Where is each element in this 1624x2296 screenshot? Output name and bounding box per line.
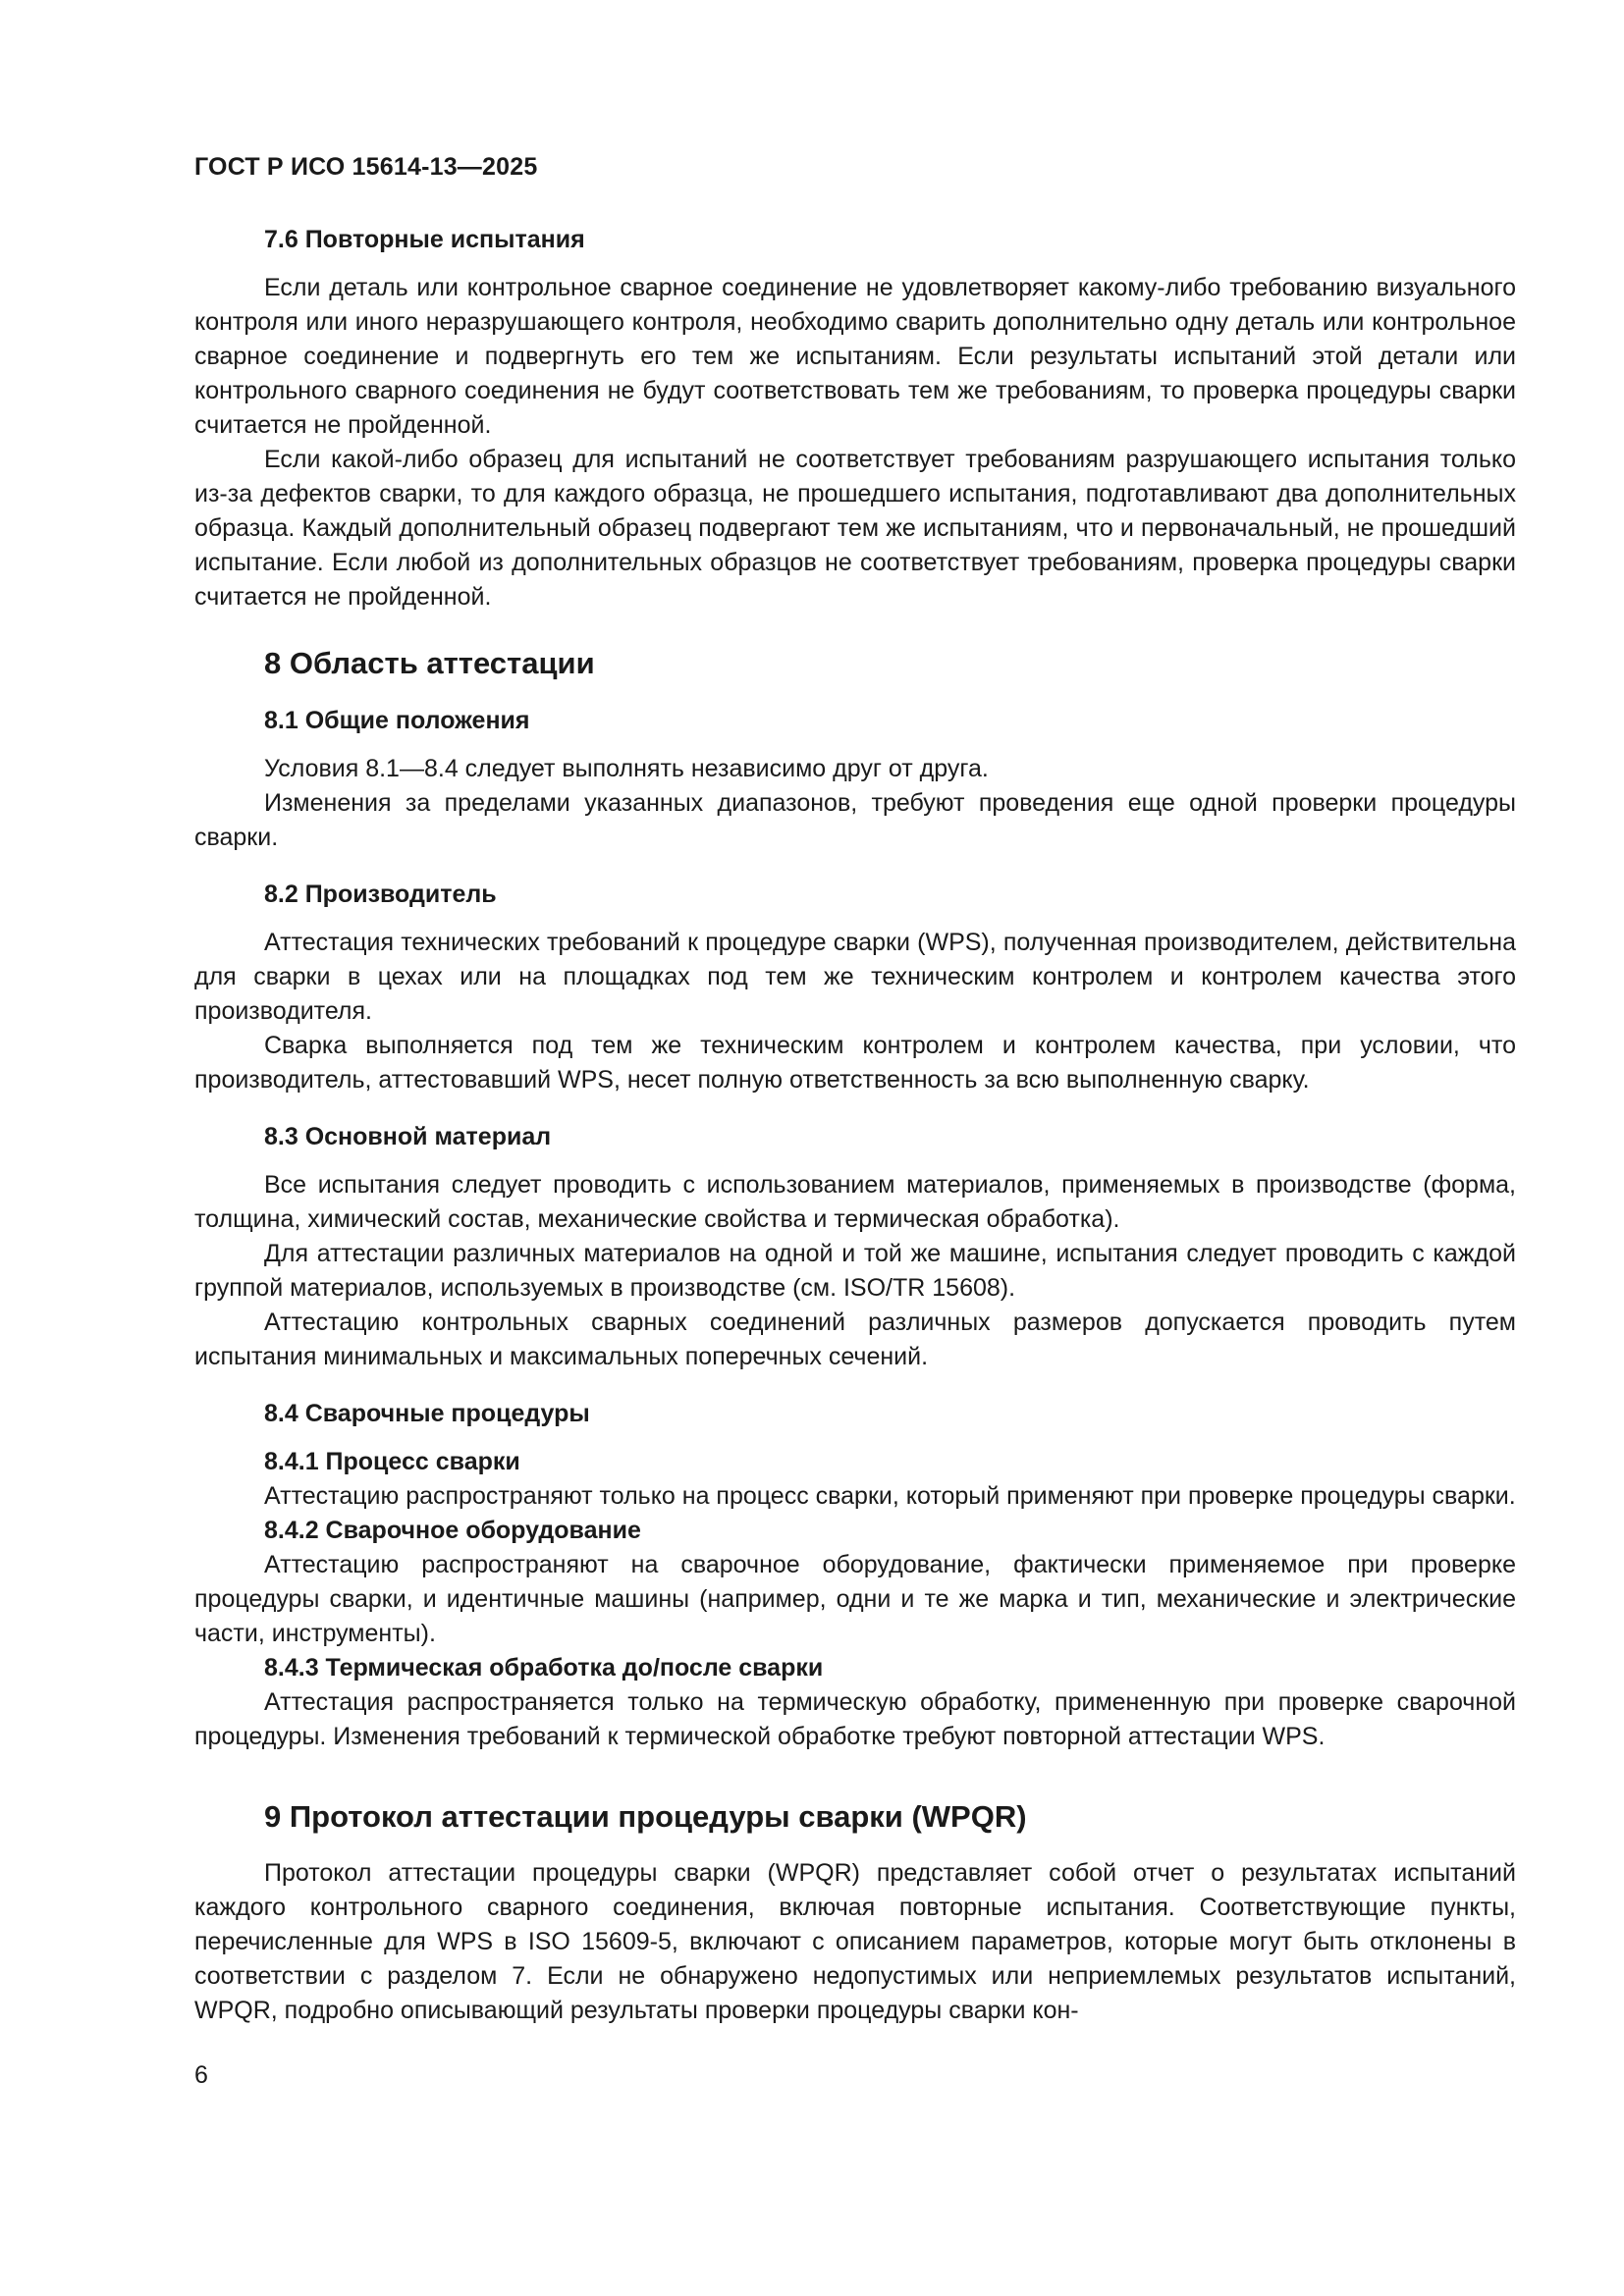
section-8-2-title: 8.2 Производитель xyxy=(264,881,497,908)
paragraph: Аттестацию контрольных сварных соединений различных размеров допускается проводить путем испытания минимальных и максимальных поперечных сечений. xyxy=(194,1308,1516,1370)
paragraph: Аттестация технических требований к процедуре сварки (WPS), полученная производителем, действительна для сварки в цехах или на площадках под тем же техническим контролем и контролем качества этого производителя. xyxy=(194,929,1516,1025)
section-8-4-2-title: 8.4.2 Сварочное оборудование xyxy=(264,1517,641,1544)
paragraph: Если какой-либо образец для испытаний не соответствует требованиям разрушающего испытания только из-за дефектов сварки, то для каждого образца, не прошедшего испытания, подготавливают два дополнительных образца. Каждый дополнительный образец подвергают тем же испытаниям, что и первоначальный, не прошедший испытание. Если любой из дополнительных образцов не соответствует требованиям, проверка процедуры сварки считается не пройденной. xyxy=(194,446,1516,611)
paragraph: Условия 8.1—8.4 следует выполнять независимо друг от друга. xyxy=(264,755,989,782)
section-7-6-title: 7.6 Повторные испытания xyxy=(264,226,585,253)
paragraph: Аттестация распространяется только на термическую обработку, примененную при проверке сварочной процедуры. Изменения требований к термической обработке требуют повторной аттестации WPS. xyxy=(194,1688,1516,1750)
document-body xyxy=(194,222,1516,2028)
section-8-4-title: 8.4 Сварочные процедуры xyxy=(264,1400,590,1427)
paragraph: Для аттестации различных материалов на одной и той же машине, испытания следует проводить с каждой группой материалов, используемых в производстве (см. ISO/TR 15608). xyxy=(194,1240,1516,1302)
section-8-1-title: 8.1 Общие положения xyxy=(264,707,530,734)
section-8-4-1-title: 8.4.1 Процесс сварки xyxy=(264,1448,520,1475)
section-8-3-title: 8.3 Основной материал xyxy=(264,1123,552,1150)
paragraph: Изменения за пределами указанных диапазонов, требуют проведения еще одной проверки процедуры сварки. xyxy=(194,789,1516,851)
section-8-4-3-title: 8.4.3 Термическая обработка до/после сварки xyxy=(264,1654,824,1682)
section-8-title: 8 Область аттестации xyxy=(264,646,595,680)
paragraph: Все испытания следует проводить с использованием материалов, применяемых в производстве (форма, толщина, химический состав, механические свойства и термическая обработка). xyxy=(194,1171,1516,1233)
paragraph: Аттестацию распространяют только на процесс сварки, который применяют при проверке процедуры сварки. xyxy=(264,1482,1516,1510)
paragraph: Если деталь или контрольное сварное соединение не удовлетворяет какому-либо требованию визуального контроля или иного неразрушающего контроля, необходимо сварить дополнительно одну деталь или контрольное сварное соединение и подвергнуть его тем же испытаниям. Если результаты испытаний этой детали или контрольного сварного соединения не будут соответствовать тем же требованиям, то проверка процедуры сварки считается не пройденной. xyxy=(194,274,1516,439)
paragraph: Сварка выполняется под тем же техническим контролем и контролем качества, при условии, что производитель, аттестовавший WPS, несет полную ответственность за всю выполненную сварку. xyxy=(194,1032,1516,1094)
section-9-title: 9 Протокол аттестации процедуры сварки (WPQR) xyxy=(264,1799,1027,1834)
document-header: ГОСТ Р ИСО 15614-13—2025 xyxy=(194,153,538,181)
paragraph: Аттестацию распространяют на сварочное оборудование, фактически применяемое при проверке процедуры сварки, и идентичные машины (например, одни и те же марка и тип, механические и электрические части, инструменты). xyxy=(194,1551,1516,1647)
page-number: 6 xyxy=(194,2061,208,2089)
paragraph: Протокол аттестации процедуры сварки (WPQR) представляет собой отчет о результатах испытаний каждого контрольного сварного соединения, включая повторные испытания. Соответствующие пункты, перечисленные для WPS в ISO 15609-5, включают с описанием параметров, которые могут быть отклонены в соответствии с разделом 7. Если не обнаружено недопустимых или неприемлемых результатов испытаний, WPQR, подробно описывающий результаты проверки процедуры сварки кон- xyxy=(194,1859,1516,2024)
